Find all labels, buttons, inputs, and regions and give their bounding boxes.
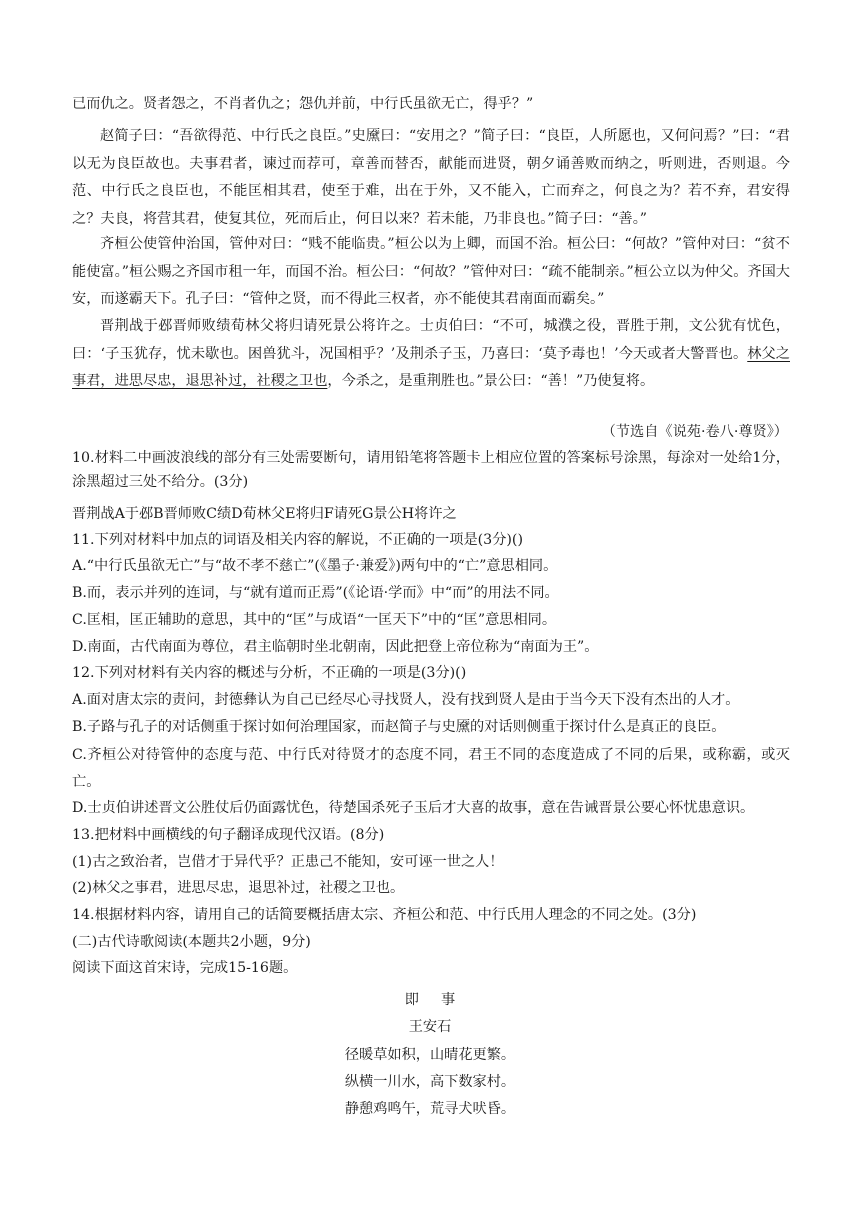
- poem-author: 王安石: [408, 1019, 452, 1035]
- poem-line-1: 径暖草如积，山晴花更繁。: [344, 1047, 516, 1063]
- source-citation: （节选自《说苑·卷八·尊贤》）: [601, 424, 788, 440]
- question-11-option-c: C.匡相，匡正辅助的意思，其中的“匡”与成语“一匡天下”中的“匡”意思相同。: [72, 612, 557, 628]
- question-12-option-d: D.士贞伯讲述晋文公胜仗后仍面露忧色，待楚国杀死子玉后才大喜的故事，意在告诫晋景公要心怀忧患意识。: [72, 800, 755, 816]
- question-12: 12.下列对材料有关内容的概述与分析，不正确的一项是(3分)(): [72, 665, 467, 681]
- passage-text: ，今杀之，是重荆胜也。”景公曰：“善！”乃使复将。: [327, 373, 655, 389]
- question-10-options: 晋荆战A于邲B晋师败C绩D荀林父E将归F请死G景公H将许之: [72, 506, 457, 522]
- poem-intro: 阅读下面这首宋诗，完成15-16题。: [72, 960, 298, 976]
- poem-line-2: 纵横一川水，高下数家村。: [344, 1074, 516, 1090]
- underlined-sentence: 林父之事君，进思尽忠，退思补过，社稷之卫也: [72, 345, 790, 389]
- question-11-option-a: A.“中行氏虽欲无亡”与“故不孝不慈亡”(《墨子·兼爱》)两句中的“亡”意思相同。: [72, 558, 558, 574]
- passage-paragraph-0: 已而仇之。贤者怨之，不肖者仇之；怨仇并前，中行氏虽欲无亡，得乎？”: [72, 96, 534, 112]
- passage-paragraph-2: 齐桓公使管仲治国，管仲对曰：“贱不能临贵。”桓公以为上卿，而国不治。桓公曰：“何故？”管仲对曰：“贫不能使富。”桓公赐之齐国市租一年，而国不治。桓公曰：“何故？”管仲对曰：“疏不能制亲。”桓公立以为仲父。齐国大安，而遂霸天下。孔子曰：“管仲之贤，而不得此三权者，亦不能使其君南面而霸矣。”: [72, 236, 790, 307]
- poem-title: 即事: [404, 992, 478, 1008]
- question-11: 11.下列对材料中加点的词语及相关内容的解说，不正确的一项是(3分)(): [72, 532, 523, 548]
- question-13-item-2: (2)林父之事君，进思尽忠，退思补过，社稷之卫也。: [72, 880, 405, 896]
- wavy-line-text: 晋荆战于邲晋师败绩荀林父将归请死景公将许之。士贞伯曰：“不可，城濮之役，晋胜于荆，文公犹有忧色，曰：‘子玉犹存，忧未歇也。困兽犹斗，况国相乎？’及荆杀子玉，乃喜曰：‘莫予毒也！’今天或者大警晋也。: [72, 318, 790, 362]
- question-12-option-a: A.面对唐太宗的责问，封德彝认为自己已经尽心寻找贤人，没有找到贤人是由于当今天下没有杰出的人才。: [72, 692, 740, 708]
- passage-paragraph-1: 赵简子曰：“吾欲得范、中行氏之良臣。”史黡曰：“安用之？”简子曰：“良臣，人所愿也，又何问焉？”曰：“君以无为良臣故也。夫事君者，谏过而荐可，章善而替否，献能而进贤，朝夕诵善败而纳之，听则进，否则退。今范、中行氏之良臣也，不能匡相其君，使至于难，出在于外，又不能入，亡而弃之，何良之为？若不弃，君安得之？夫良，将营其君，使复其位，死而后止，何日以来？若未能，乃非良也。”简子曰：“善。”: [72, 128, 790, 227]
- question-12-option-c: C.齐桓公对待管仲的态度与范、中行氏对待贤才的态度不同，君王不同的态度造成了不同的后果，或称霸，或灭亡。: [72, 747, 790, 790]
- poem-line-3: 静憩鸡鸣午，荒寻犬吠昏。: [344, 1101, 516, 1117]
- question-11-option-b: B.而，表示并列的连词，与“就有道而正焉”(《论语·学而》中“而”的用法不同。: [72, 585, 559, 601]
- question-11-option-d: D.南面，古代南面为尊位，君主临朝时坐北朝南，因此把登上帝位称为“南面为王”。: [72, 639, 599, 655]
- section-heading: (二)古代诗歌阅读(本题共2小题，9分): [72, 934, 311, 950]
- question-10: 10.材料二中画波浪线的部分有三处需要断句，请用铅笔将答题卡上相应位置的答案标号涂黑，每涂对一处给1分，涂黑超过三处不给分。(3分): [72, 450, 790, 490]
- passage-paragraph-3: [72, 313, 790, 396]
- question-12-option-b: B.子路与孔子的对话侧重于探讨如何治理国家，而赵简子与史黡的对话则侧重于探讨什么是真正的良臣。: [72, 719, 726, 735]
- question-13-item-1: (1)古之致治者，岂借才于异代乎？正患己不能知，安可诬一世之人！: [72, 854, 504, 870]
- question-13: 13.把材料中画横线的句子翻译成现代汉语。(8分): [72, 827, 385, 843]
- question-14: 14.根据材料内容，请用自己的话简要概括唐太宗、齐桓公和范、中行氏用人理念的不同之处。(3分): [72, 907, 697, 923]
